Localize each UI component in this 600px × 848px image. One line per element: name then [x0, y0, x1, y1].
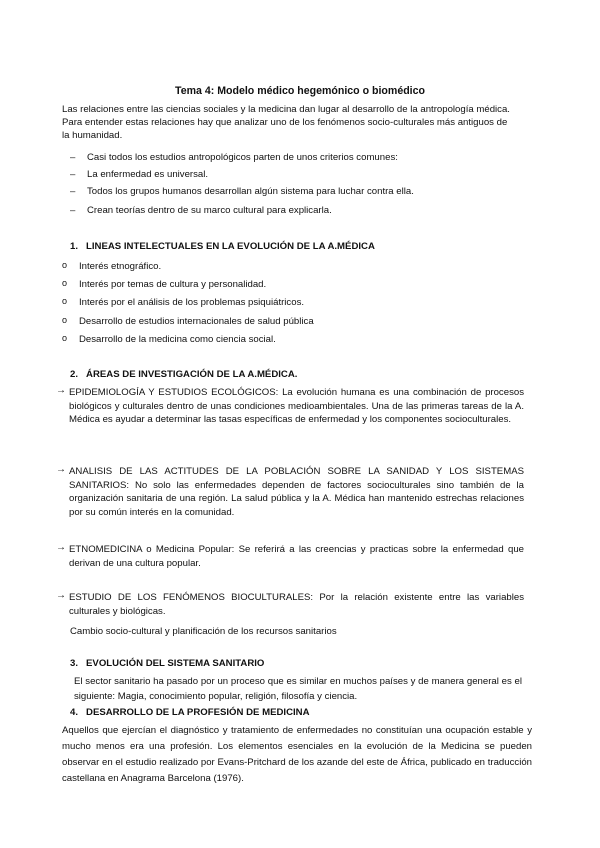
intro-line: Para entender estas relaciones hay que analizar uno de los fenómenos socio-culturales más antiguos de: [62, 117, 508, 128]
dash-item-text: La enfermedad es universal.: [87, 169, 209, 180]
circle-bullet-icon: o: [62, 278, 68, 288]
section2-extra-line: Cambio socio-cultural y planificación de los recursos sanitarios: [70, 626, 337, 637]
section-number: 3.: [70, 658, 79, 669]
research-area-text: ANALISIS DE LAS ACTITUDES DE LA POBLACIÓN SOBRE LA SANIDAD Y LOS SISTEMAS SANITARIOS: No solo las enfermedades dependen de factores socioculturales sino también de la organización sanitaria de una región. La salud pública y la A. Médica han mantenido estrechas relaciones por su común interés en la comunidad.: [69, 466, 524, 518]
section-title: EVOLUCIÓN DEL SISTEMA SANITARIO: [86, 658, 265, 669]
intro-paragraph: [62, 103, 532, 142]
research-area-text: ETNOMEDICINA o Medicina Popular: Se referirá a las creencias y practicas sobre la enfermedad que derivan de una cultura popular.: [69, 544, 524, 569]
dash-item-text: Casi todos los estudios antropológicos parten de unos criterios comunes:: [87, 152, 398, 163]
research-area-text: EPIDEMIOLOGÍA Y ESTUDIOS ECOLÓGICOS: La evolución humana es una combinación de procesos biológicos y culturales dentro de unas condiciones medioambientales. Una de las primeras tareas de la A. Médica es ayudar a determinar las tasas específicas de enfermedad y los componentes socioculturales.: [69, 387, 524, 425]
arrow-right-icon: →: [56, 385, 66, 396]
section-title: ÁREAS DE INVESTIGACIÓN DE LA A.MÉDICA.: [86, 369, 298, 380]
section4-paragraph: Aquellos que ejercían el diagnóstico y tratamiento de enfermedades no constituían una ocupación estable y mucho menos era una profesión. Los elementos esenciales en la evolución de la Medicina se pueden observar en el estudio realizado por Evans-Pritchard de los azande del este de África, publicado en traducción castellana en Anagrama Barcelona (1976).: [62, 725, 532, 784]
section-number: 4.: [70, 707, 79, 718]
section-heading-2: [70, 369, 297, 380]
section-title: DESARROLLO DE LA PROFESIÓN DE MEDICINA: [86, 707, 310, 718]
dash-marker: –: [70, 152, 76, 163]
circle-bullet-icon: o: [62, 315, 68, 325]
section-number: 1.: [70, 241, 79, 252]
section3-paragraph: El sector sanitario ha pasado por un proceso que es similar en muchos países y de manera general es el siguiente: Magia, conocimiento popular, religión, filosofía y ciencia.: [74, 676, 522, 702]
dash-marker: –: [70, 169, 76, 180]
research-area-text: ESTUDIO DE LOS FENÓMENOS BIOCULTURALES: Por la relación existente entre las variables culturales y biológicas.: [69, 592, 524, 617]
intro-line: la humanidad.: [62, 130, 123, 141]
list-item-text: Desarrollo de estudios internacionales de salud pública: [79, 316, 314, 327]
section-title: LINEAS INTELECTUALES EN LA EVOLUCIÓN DE LA A.MÉDICA: [86, 241, 375, 252]
arrow-right-icon: →: [56, 464, 66, 475]
circle-bullet-icon: o: [62, 296, 68, 306]
list-item-text: Desarrollo de la medicina como ciencia social.: [79, 334, 276, 345]
list-item-text: Interés por temas de cultura y personalidad.: [79, 279, 267, 290]
dash-item-text: Crean teorías dentro de su marco cultural para explicarla.: [87, 205, 332, 216]
section-heading-1: [70, 241, 375, 252]
circle-bullet-icon: o: [62, 260, 68, 270]
list-item-text: Interés etnográfico.: [79, 261, 162, 272]
dash-marker: –: [70, 205, 76, 216]
dash-marker: –: [70, 186, 76, 197]
section-heading-3: [70, 658, 264, 669]
circle-bullet-icon: o: [62, 333, 68, 343]
dash-item-text: Todos los grupos humanos desarrollan algún sistema para luchar contra ella.: [87, 186, 414, 197]
arrow-right-icon: →: [56, 590, 66, 601]
intro-line: Las relaciones entre las ciencias sociales y la medicina dan lugar al desarrollo de la antropología médica.: [62, 104, 510, 115]
section-heading-4: [70, 707, 310, 718]
list-item-text: Interés por el análisis de los problemas psiquiátricos.: [79, 297, 305, 308]
document-title: Tema 4: Modelo médico hegemónico o biomédico: [175, 85, 425, 97]
arrow-right-icon: →: [56, 542, 66, 553]
section-number: 2.: [70, 369, 79, 380]
